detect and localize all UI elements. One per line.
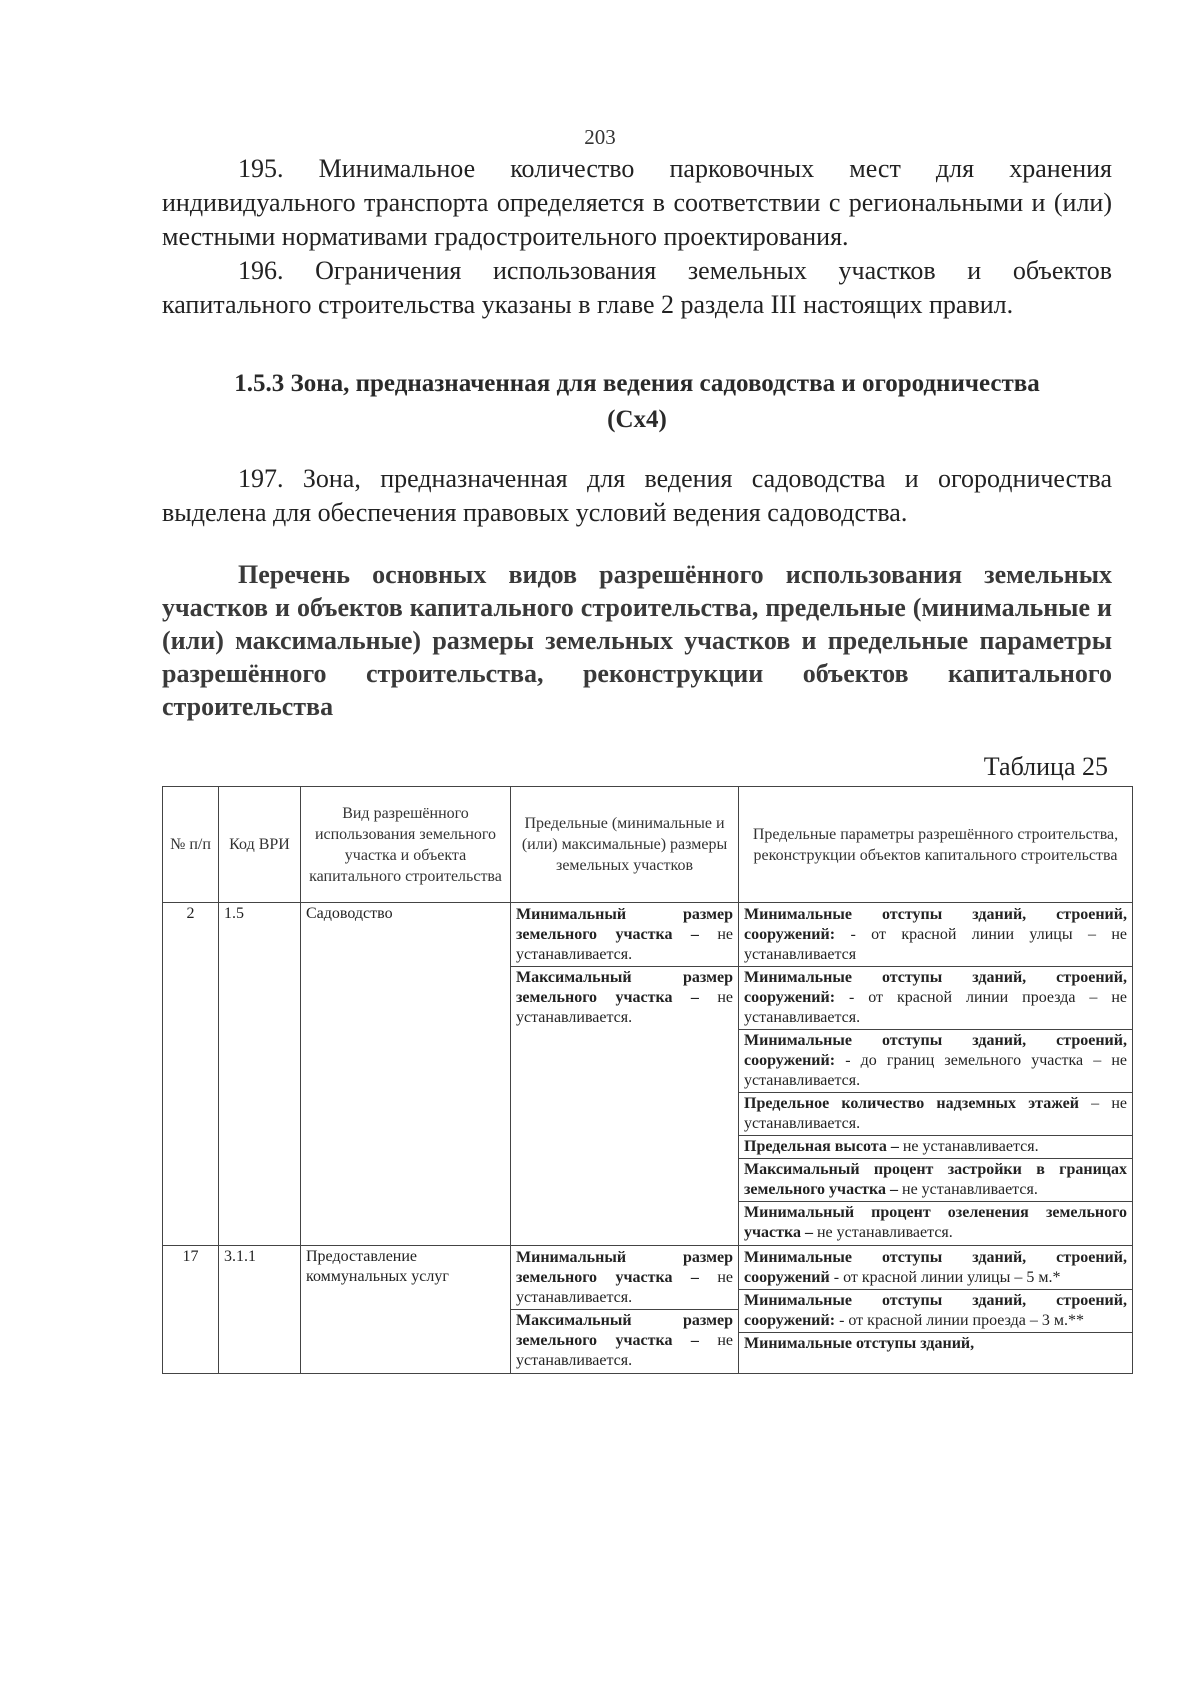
sizes-block-heading: Минимальный размер земельного участка – <box>516 906 733 943</box>
params-block-value: - от красной линии проезда – не устанавливается. <box>744 989 1128 1026</box>
paragraph-195-text: 195. Минимальное количество парковочных мест для хранения индивидуального транспорта определяется в соответствии с региональными и (или) местными нормативами градостроительного проектирования. <box>162 154 1112 251</box>
params-block-heading: Максимальный процент застройки в границах земельного участка – <box>744 1161 1127 1198</box>
params-block <box>744 1247 1127 1289</box>
params-block <box>739 1135 1132 1158</box>
sizes-block <box>516 1247 733 1309</box>
cell-type: Предоставление коммунальных услуг <box>301 1246 511 1374</box>
paragraph-196-text: 196. Ограничения использования земельных участков и объектов капитального строительства указаны в главе 2 раздела III настоящих правил. <box>162 256 1112 319</box>
table-row <box>163 903 1133 1246</box>
params-block-heading: Предельное количество надземных этажей <box>744 1095 1079 1112</box>
header-type: Вид разрешённого использования земельного участка и объекта капитального строительства <box>301 787 511 903</box>
params-block-heading: Минимальные отступы зданий, строений, сооружений: <box>744 969 1127 1006</box>
params-block <box>739 1332 1132 1355</box>
cell-params <box>739 903 1133 1246</box>
params-block-heading: Минимальный процент озеленения земельного участка – <box>744 1204 1127 1241</box>
params-block-value: – не устанавливается. <box>744 1095 1127 1132</box>
params-block <box>739 1158 1132 1201</box>
params-block-heading: Предельная высота – <box>744 1138 899 1155</box>
sizes-block <box>511 1309 738 1372</box>
list-heading <box>162 558 1112 723</box>
header-params: Предельные параметры разрешённого строительства, реконструкции объектов капитального строительства <box>739 787 1133 903</box>
paragraph-197 <box>162 462 1112 530</box>
page-number: 203 <box>584 125 616 149</box>
cell-type: Садоводство <box>301 903 511 1246</box>
params-block-heading: Минимальные отступы зданий, строений, сооружений: <box>744 906 1127 943</box>
params-block-value: не устанавливается. <box>816 1224 953 1241</box>
cell-sizes <box>511 1246 739 1374</box>
sizes-block-heading: Максимальный размер земельного участка – <box>516 1312 733 1349</box>
sizes-block-heading: Максимальный размер земельного участка – <box>516 969 733 1006</box>
sizes-block-value: не устанавливается. <box>516 1332 733 1369</box>
params-block-heading: Минимальные отступы зданий, строений, сооружений <box>744 1249 1127 1286</box>
sizes-block-heading: Минимальный размер земельного участка – <box>516 1249 733 1286</box>
cell-code: 3.1.1 <box>219 1246 301 1374</box>
paragraph-196 <box>162 254 1112 322</box>
cell-num: 2 <box>163 903 219 1246</box>
params-block <box>744 904 1127 966</box>
params-block-heading: Минимальные отступы зданий, <box>744 1335 975 1352</box>
params-block <box>739 1092 1132 1135</box>
section-title <box>162 366 1112 438</box>
sizes-block-value: не устанавливается. <box>516 926 733 963</box>
cell-sizes <box>511 903 739 1246</box>
params-block <box>739 1289 1132 1332</box>
params-block-value: - от красной линии улицы – 5 м.* <box>833 1269 1061 1286</box>
params-block <box>739 1201 1132 1244</box>
cell-code: 1.5 <box>219 903 301 1246</box>
params-block-value: - от красной линии проезда – 3 м.** <box>839 1312 1084 1329</box>
cell-params <box>739 1246 1133 1374</box>
params-block-heading: Минимальные отступы зданий, строений, сооружений: <box>744 1292 1127 1329</box>
params-block-heading: Минимальные отступы зданий, строений, сооружений: <box>744 1032 1127 1069</box>
params-block-value: не устанавливается. <box>902 1138 1039 1155</box>
params-block <box>739 1029 1132 1092</box>
cell-num: 17 <box>163 1246 219 1374</box>
table-caption: Таблица 25 <box>983 752 1108 781</box>
params-block-value: - от красной линии улицы – не устанавливается <box>744 926 1128 963</box>
sizes-block <box>511 966 738 1029</box>
table-row <box>163 1246 1133 1374</box>
header-sizes: Предельные (минимальные и (или) максимальные) размеры земельных участков <box>511 787 739 903</box>
params-block <box>739 966 1132 1029</box>
table-header-row <box>163 787 1133 903</box>
header-code: Код ВРИ <box>219 787 301 903</box>
header-num: № п/п <box>163 787 219 903</box>
section-title-line2: (Сх4) <box>607 406 667 433</box>
params-block-value: - до границ земельного участка – не устанавливается. <box>744 1052 1128 1089</box>
paragraph-197-text: 197. Зона, предназначенная для ведения садоводства и огородничества выделена для обеспечения правовых условий ведения садоводства. <box>162 464 1112 527</box>
sizes-block-value: не устанавливается. <box>516 1269 733 1306</box>
params-block-value: не устанавливается. <box>902 1181 1038 1198</box>
sizes-block <box>516 904 733 966</box>
sizes-block-value: не устанавливается. <box>516 989 733 1026</box>
zoning-table <box>162 786 1133 1374</box>
list-heading-text: Перечень основных видов разрешённого использования земельных участков и объектов капитального строительства, предельные (минимальные и (или) максимальные) размеры земельных участков и предельные параметры разрешённого строительства, реконструкции объектов капитального строительства <box>162 560 1112 721</box>
section-title-line1: 1.5.3 Зона, предназначенная для ведения садоводства и огородничества <box>234 370 1040 397</box>
paragraph-195 <box>162 152 1112 254</box>
